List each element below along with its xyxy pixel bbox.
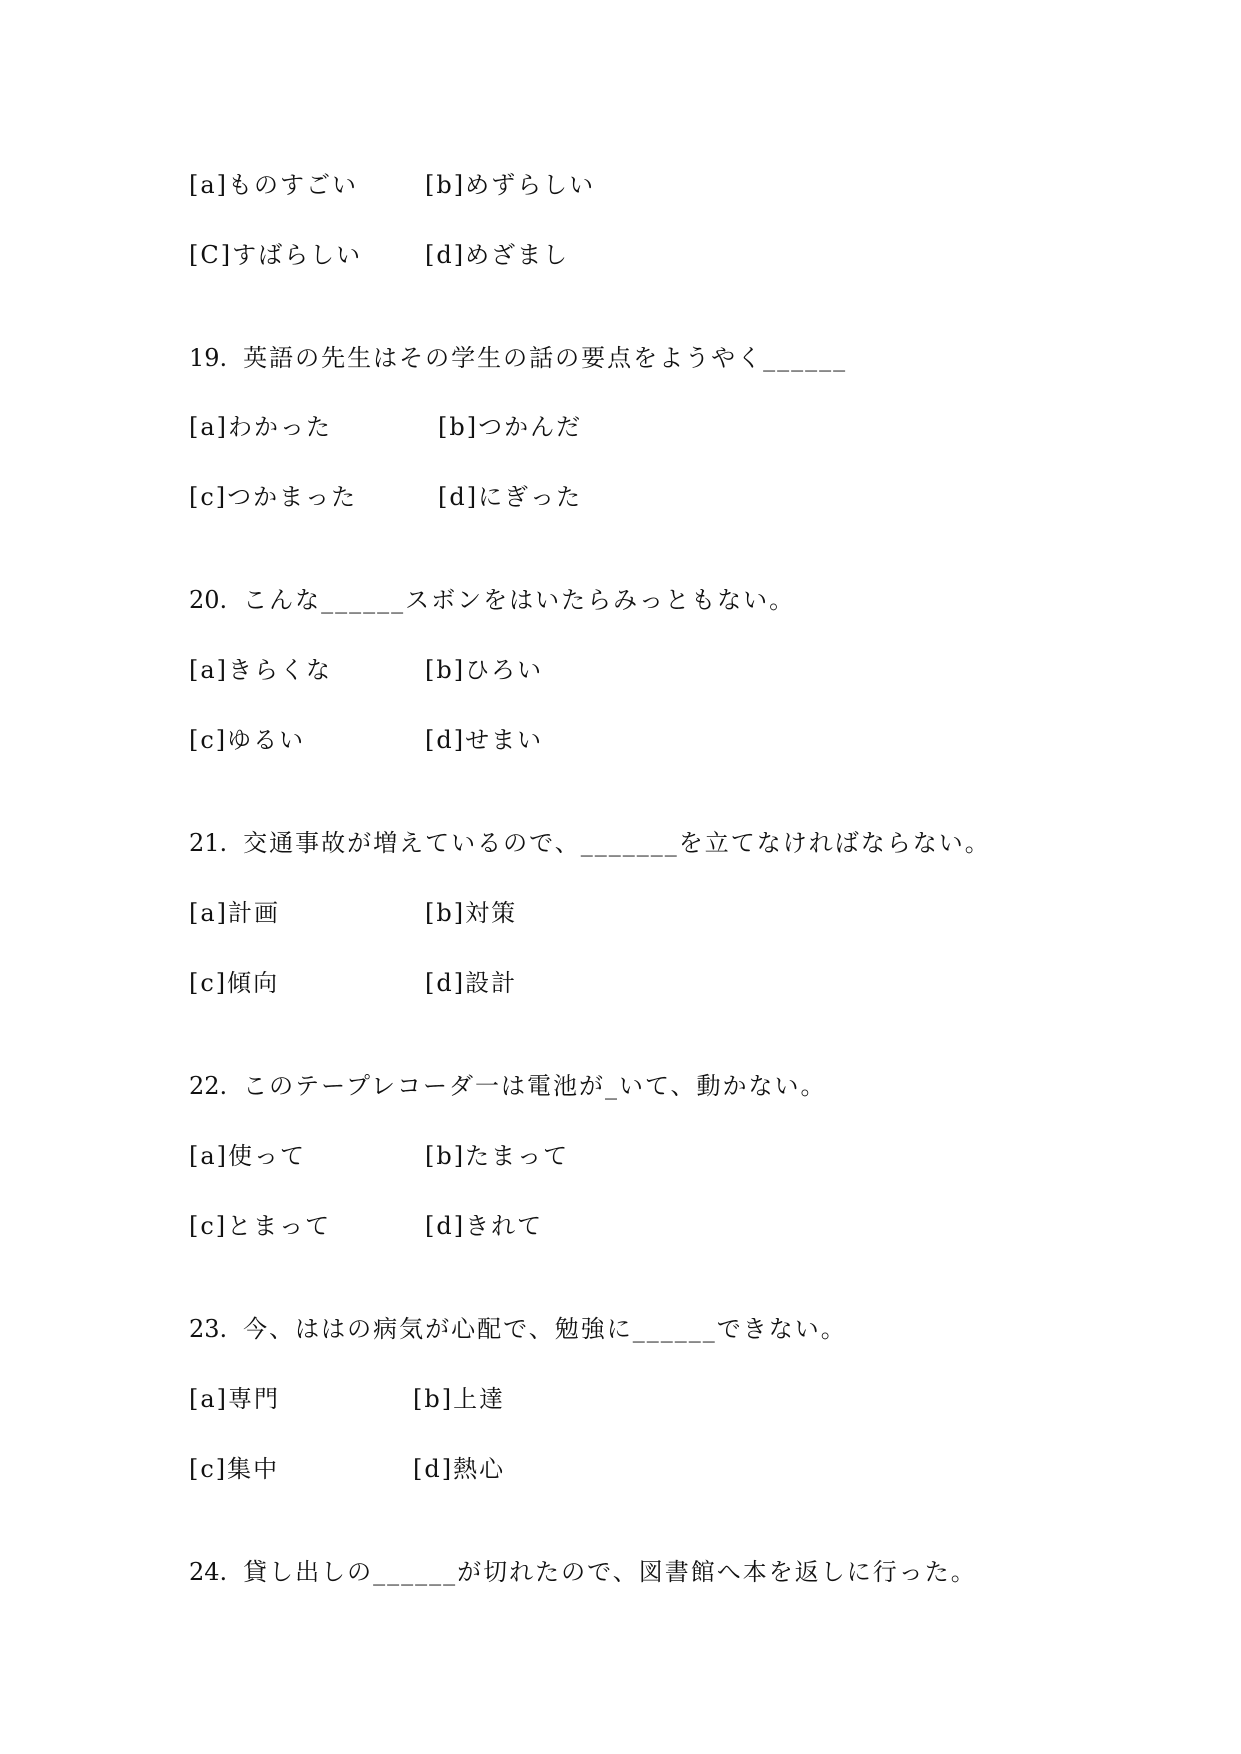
option-c: [c]とまって [189,1212,332,1240]
option-b: [b]めずらしい [425,171,596,199]
question-text: 今、ははの病気が心配で、勉強に______できない。 [243,1315,847,1343]
option-c: [C]すばらしい [189,241,363,269]
option-d: [d]めざまし [425,241,570,269]
question-23 [189,1314,847,1344]
question-text: このテープレコーダ一は電池が_いて、動かない。 [243,1072,827,1100]
question-text: 英語の先生はその学生の話の要点をようやく______ [243,344,848,372]
option-a: [a]計画 [189,899,281,927]
option-a: [a]専門 [189,1385,281,1413]
option-c: [c]集中 [189,1455,280,1483]
question-text: 交通事故が増えているので、_______を立てなければならない。 [243,829,991,857]
option-a: [a]ものすごい [189,171,359,199]
option-b: [b]ひろい [425,656,544,684]
option-d: [d]熱心 [413,1455,506,1483]
option-d: [d]にぎった [438,483,583,511]
question-text: こんな______スボンをはいたらみっともない。 [243,586,796,614]
question-number: 19. [189,344,228,372]
option-b: [b]対策 [425,899,518,927]
question-19 [189,343,847,373]
option-a: [a]使って [189,1142,307,1170]
option-d: [d]きれて [425,1212,544,1240]
option-a: [a]わかった [189,413,333,441]
question-text: 貸し出しの______が切れたので、図書館へ本を返しに行った。 [243,1558,977,1586]
option-b: [b]つかんだ [438,413,583,441]
option-c: [c]つかまった [189,483,358,511]
option-d: [d]せまい [425,726,544,754]
question-22 [189,1071,827,1101]
question-number: 23. [189,1315,228,1343]
question-number: 20. [189,586,228,614]
option-d: [d]設計 [425,969,518,997]
question-number: 22. [189,1072,228,1100]
question-21 [189,828,991,858]
option-a: [a]きらくな [189,656,333,684]
option-b: [b]たまって [425,1142,570,1170]
option-c: [c]傾向 [189,969,280,997]
question-24 [189,1557,977,1587]
option-c: [c]ゆるい [189,726,306,754]
question-number: 21. [189,829,228,857]
question-20 [189,585,795,615]
option-b: [b]上達 [413,1385,506,1413]
question-number: 24. [189,1558,228,1586]
